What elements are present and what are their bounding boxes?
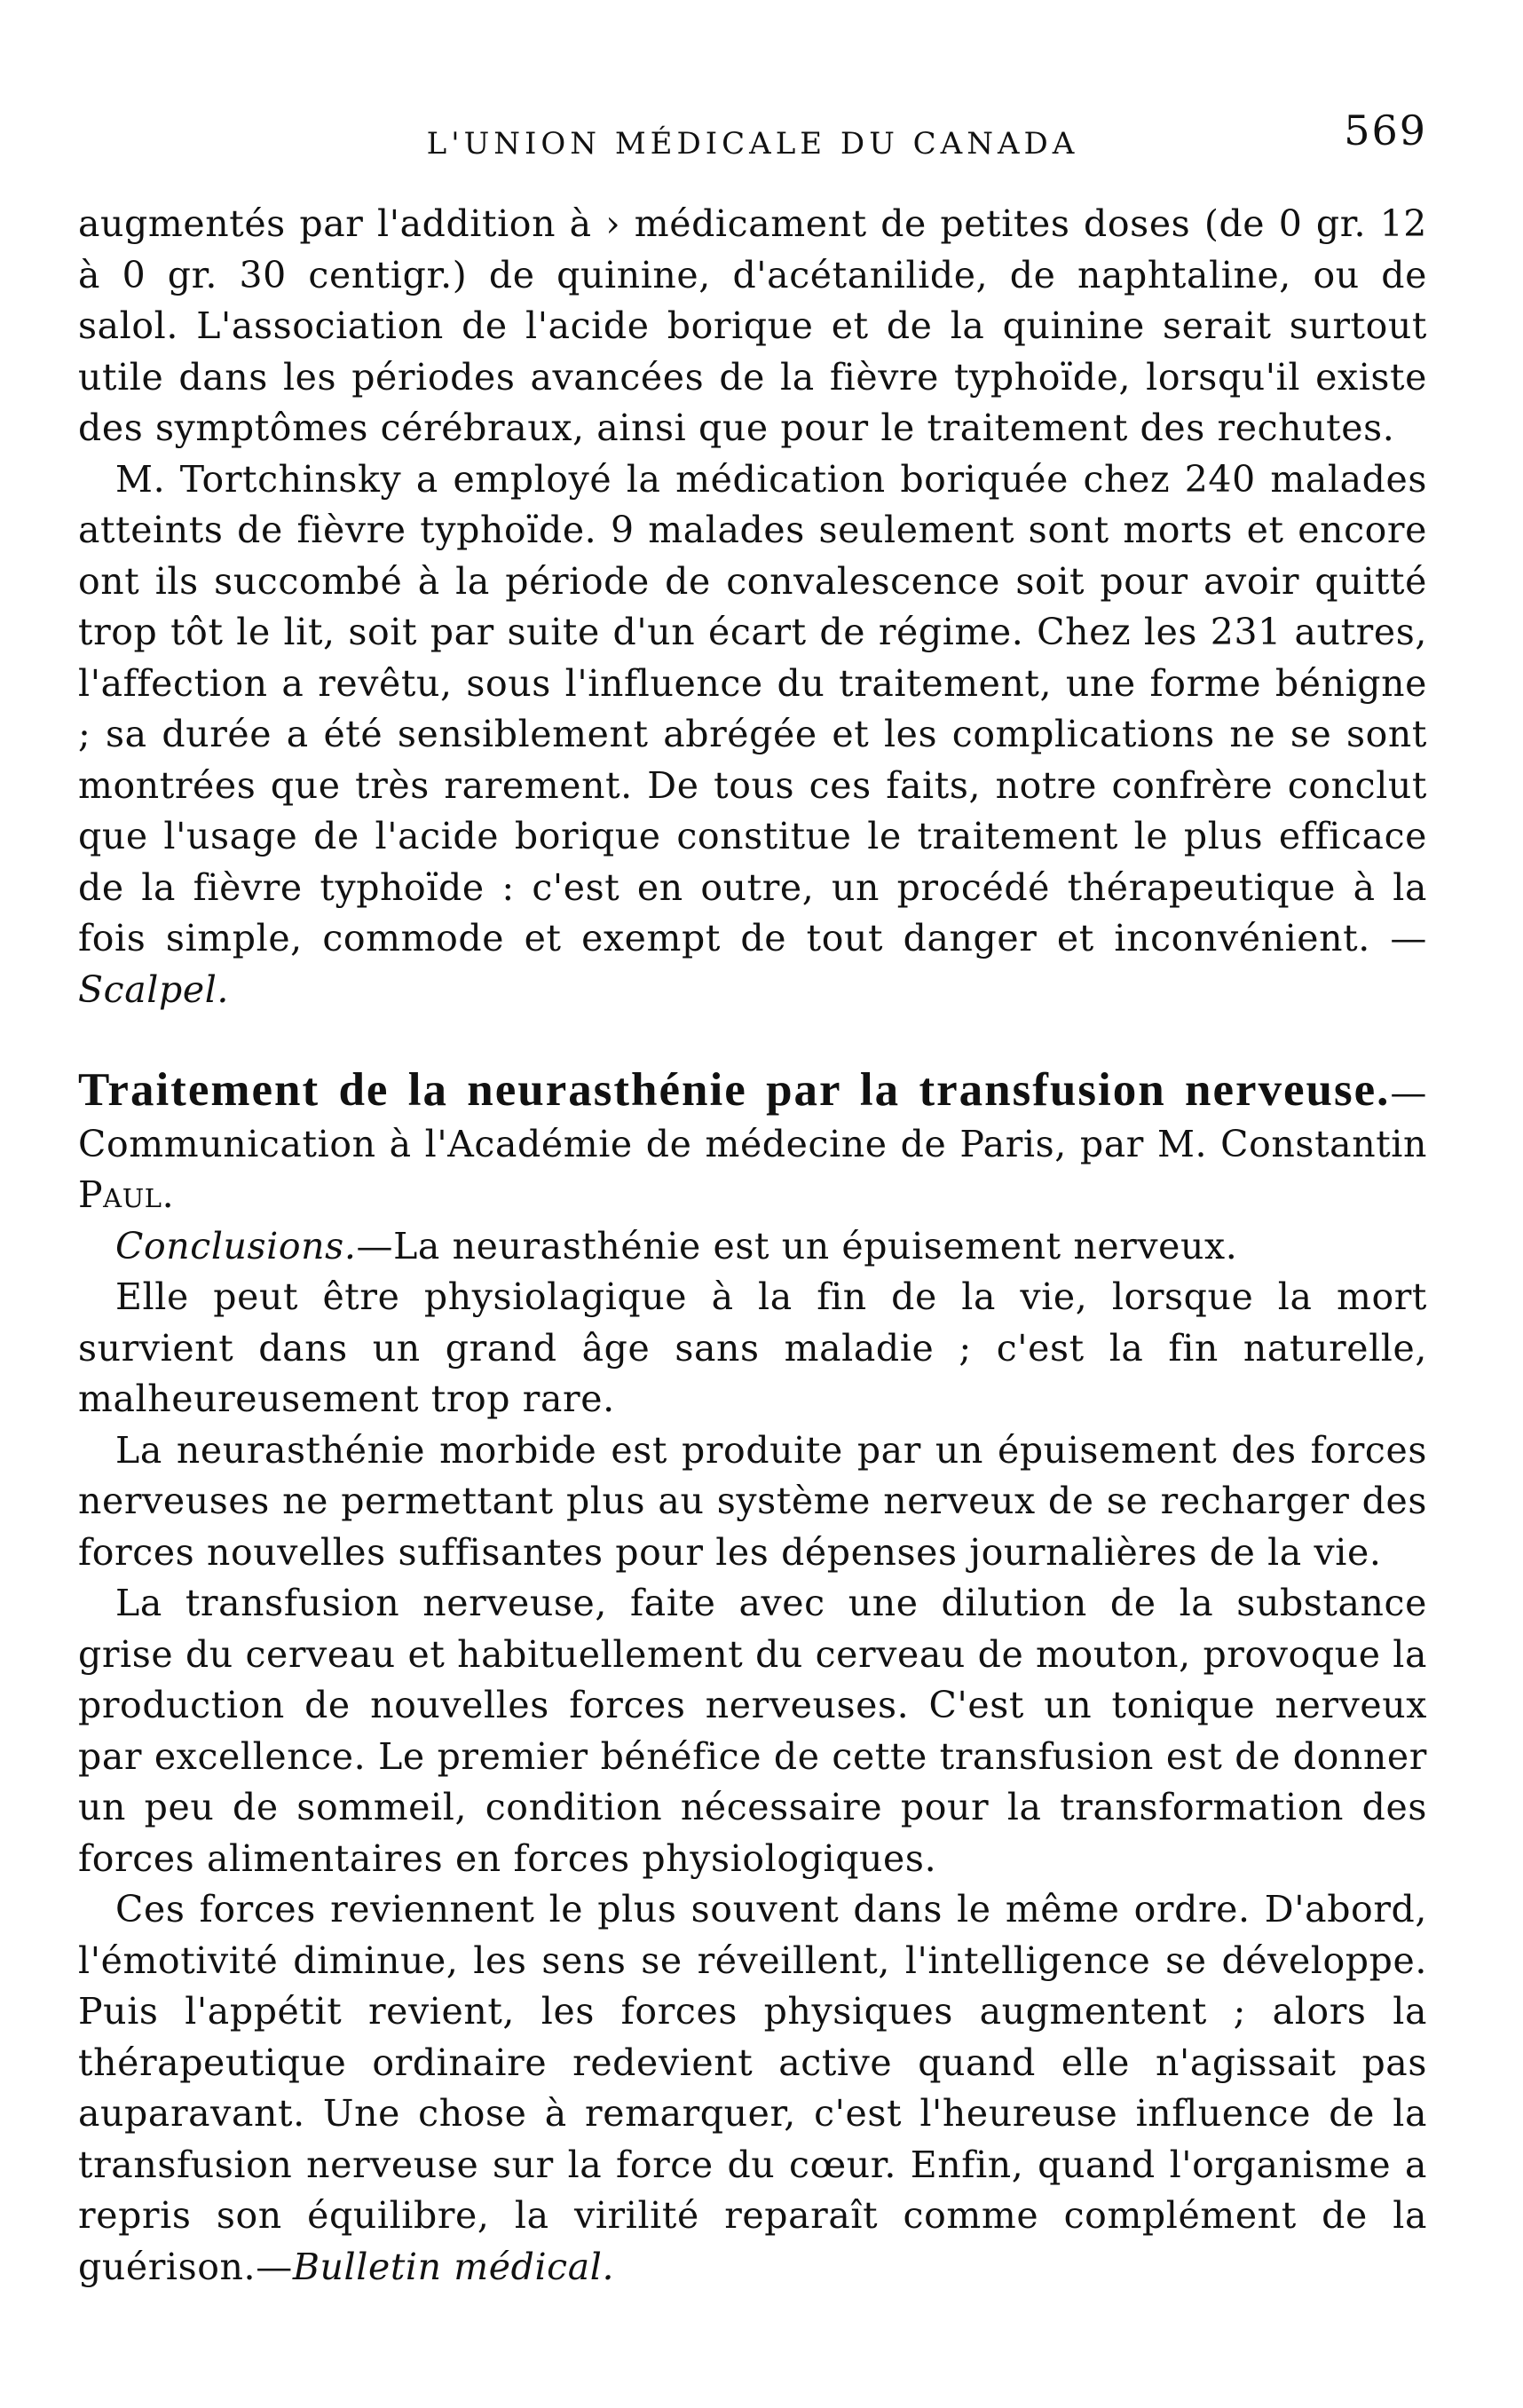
article2-source: Bulletin médical. bbox=[292, 2245, 615, 2288]
article1-paragraph-2 bbox=[78, 454, 1427, 1016]
page-number: 569 bbox=[1344, 107, 1427, 154]
running-header bbox=[78, 107, 1427, 169]
article2-paragraph-4 bbox=[78, 1884, 1427, 2293]
article2-heading-block bbox=[78, 1065, 1427, 1221]
article2-title: Traitement de la neurasthénie par la transfusion nerveuse. bbox=[78, 1064, 1391, 1116]
article2-author-surname: Paul. bbox=[78, 1173, 175, 1216]
article1-paragraph-2-text: M. Tortchinsky a employé la médication boriquée chez 240 malades atteints de fièvre typhoïde. 9 malades seulement sont morts et encore ont ils succombé à la période de convalescence soit pour avoir quitté trop tôt le lit, soit par suite d'un écart de régime. Chez les 231 autres, l'affection a revêtu, sous l'influence du traitement, une forme bénigne ; sa durée a été sensiblement abrégée et les complications ne se sont montrées que très rarement. De tous ces faits, notre confrère conclut que l'usage de l'acide borique constitue le traitement le plus efficace de la fièvre typhoïde : c'est en outre, un procédé thérapeutique à la fois simple, commode et exempt de tout danger et inconvénient. bbox=[78, 457, 1427, 959]
article2-paragraph-4-text: Ces forces reviennent le plus souvent dans le même ordre. D'abord, l'émotivité diminue, les sens se réveillent, l'intelligence se développe. Puis l'appétit revient, les forces physiques augmentent ; alors la thérapeutique ordinaire redevient active quand elle n'agissait pas auparavant. Une chose à remarquer, c'est l'heureuse influence de la transfusion nerveuse sur la force du cœur. Enfin, quand l'organisme a repris son équilibre, la virilité reparaît comme complément de la guérison. bbox=[78, 1888, 1427, 2288]
article1-paragraph-1: augmentés par l'addition à › médicament de petites doses (de 0 gr. 12 à 0 gr. 30 centigr.) de quinine, d'acétanilide, de naphtaline, ou de salol. L'association de l'acide borique et de la quinine serait surtout utile dans les périodes avancées de la fièvre typhoïde, lorsqu'il existe des symptômes cérébraux, ainsi que pour le traitement des rechutes. bbox=[78, 202, 1427, 449]
article2-dash: — bbox=[256, 2245, 293, 2288]
article2-conclusions bbox=[78, 1221, 1427, 1273]
document-page bbox=[78, 107, 1427, 2396]
conclusions-label: Conclusions. bbox=[115, 1224, 357, 1267]
article2-paragraph-1: Elle peut être physiolagique à la fin de la vie, lorsque la mort survient dans un grand âge sans maladie ; c'est la fin naturelle, malheureusement trop rare. bbox=[78, 1275, 1427, 1420]
article2-paragraph-2: La neurasthénie morbide est produite par un épuisement des forces nerveuses ne permettant plus au système nerveux de se recharger des forces nouvelles suffisantes pour les dépenses journalières de la vie. bbox=[78, 1428, 1427, 1574]
article2-title-rest: —Communication à l'Académie de médecine de Paris, par M. Constantin bbox=[78, 1071, 1427, 1165]
article-body bbox=[78, 199, 1427, 2293]
article1-source: Scalpel. bbox=[78, 967, 230, 1011]
article2-paragraph-3: La transfusion nerveuse, faite avec une dilution de la substance grise du cerveau et habituellement du cerveau de mouton, provoque la production de nouvelles forces nerveuses. C'est un tonique nerveux par excellence. Le premier bénéfice de cette transfusion est de donner un peu de sommeil, condition nécessaire pour la transformation des forces alimentaires en forces physiologiques. bbox=[78, 1582, 1427, 1880]
running-title: L'UNION MÉDICALE DU CANADA bbox=[426, 126, 1079, 162]
article1-dash: — bbox=[1390, 917, 1427, 959]
conclusions-text: —La neurasthénie est un épuisement nerveux. bbox=[356, 1224, 1238, 1267]
